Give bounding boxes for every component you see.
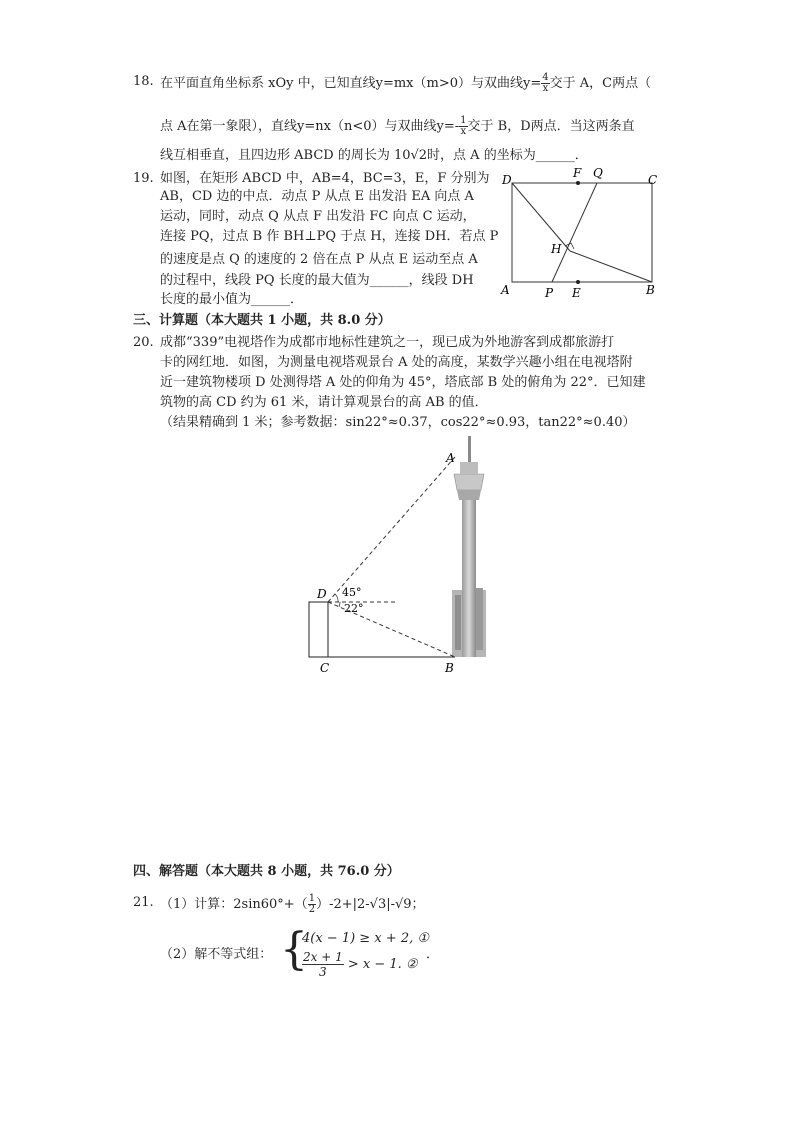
label-f: F <box>573 166 582 180</box>
q21-inequality-1: 4(x − 1) ≥ x + 2, ① <box>302 931 430 946</box>
label-a: A <box>446 451 455 465</box>
q20-tower-figure <box>300 430 500 680</box>
q18-line2-text: 点 A在第一象限），直线y=nx（n<0）与双曲线y=- <box>160 119 460 134</box>
label-d: D <box>317 587 327 601</box>
q21-fraction-half: $\frac{1}{2}$ <box>308 893 316 915</box>
label-c: C <box>648 173 658 187</box>
q20-line5: （结果精确到 1 米；参考数据：sin22°≈0.37，cos22°≈0.93，tan22°≈0.40） <box>160 415 636 430</box>
q19-number: 19. <box>133 171 154 186</box>
sight-line-to-a <box>328 457 455 602</box>
label-q: Q <box>593 166 603 180</box>
angle-arc-45 <box>335 594 338 602</box>
label-b: B <box>646 283 655 297</box>
label-e: E <box>572 286 581 300</box>
tower-antenna <box>468 436 471 462</box>
q20-line4: 筑物的高 CD 约为 61 米，请计算观景台的高 AB 的值． <box>160 395 488 410</box>
label-a: A <box>501 283 510 297</box>
q18-line2-tail: 交于 B，D两点．当这两条直 <box>467 119 635 134</box>
q19-line4: 连接 PQ，过点 B 作 BH⊥PQ 于点 H，连接 DH．若点 P <box>160 229 499 244</box>
building-cd <box>309 602 328 657</box>
tower-pod <box>454 474 484 490</box>
q19-line7: 长度的最小值为______． <box>160 292 304 307</box>
section-3-header: 三、计算题（本大题共 1 小题，共 8.0 分） <box>133 313 391 328</box>
q20-line1: 成都“339”电视塔作为成都市地标性建筑之一，现已成为外地游客到成都旅游打 <box>160 335 615 350</box>
tower-shaft <box>462 500 476 657</box>
angle-label-45: 45° <box>342 586 362 599</box>
q18-line3: 线互相垂直，且四边形 ABCD 的周长为 10√2时，点 A 的坐标为______． <box>160 148 588 163</box>
q21-inequality-2-tail: > x − 1. ② <box>347 957 418 972</box>
q19-line1: 如图，在矩形 ABCD 中，AB=4，BC=3，E，F 分别为 <box>160 171 490 186</box>
q18-line1-tail: 交于 A，C两点（ <box>549 76 652 91</box>
rect-abcd <box>512 183 652 282</box>
point-f <box>576 181 580 185</box>
segment-dh <box>512 183 570 251</box>
q20-line3: 近一建筑物楼项 D 处测得塔 A 处的仰角为 45°，塔底部 B 处的俯角为 22°．已知建 <box>160 375 646 390</box>
segment-bh <box>570 251 652 282</box>
point-e <box>576 280 580 284</box>
q21-number: 21. <box>133 895 154 910</box>
q18-line2 <box>160 116 635 137</box>
label-p: P <box>545 286 554 300</box>
q18-line1 <box>160 73 651 94</box>
system-brace: { <box>280 924 308 975</box>
background-building <box>476 588 483 650</box>
tower-top-section <box>460 462 478 474</box>
background-building <box>455 595 461 650</box>
angle-arc-22 <box>339 602 340 607</box>
q18-number: 18. <box>133 74 154 89</box>
q19-line2: AB，CD 边的中点．动点 P 从点 E 出发沿 EA 向点 A <box>160 189 474 204</box>
q21-part1-post: ）-2+|2-√3|-√9； <box>316 897 425 912</box>
q18-fraction-4x: $\frac{4}{x}$ <box>542 72 549 94</box>
section-4-header: 四、解答题（本大题共 8 小题，共 76.0 分） <box>133 864 400 879</box>
q18-line1-text: 在平面直角坐标系 xOy 中，已知直线y=mx（m>0）与双曲线y= <box>160 76 542 91</box>
q20-line2: 卡的网红地．如图，为测量电视塔观景台 A 处的高度，某数学兴趣小组在电视塔附 <box>160 355 633 370</box>
label-c: C <box>320 661 330 675</box>
q21-inequality-2 <box>302 950 418 979</box>
q19-line3: 运动，同时，动点 Q 从点 F 出发沿 FC 向点 C 运动， <box>160 209 476 224</box>
tower-pod-base <box>457 490 481 500</box>
angle-label-22: 22° <box>344 602 364 615</box>
q19-line6: 的过程中，线段 PQ 长度的最大值为______，线段 DH <box>160 273 474 288</box>
q21-part1-pre: （1）计算：2sin60°+（ <box>160 897 308 912</box>
label-b: B <box>445 661 454 675</box>
q20-number: 20. <box>133 335 154 350</box>
q21-part1 <box>160 894 425 915</box>
label-h: H <box>551 242 562 256</box>
q21-fraction-2x1-3: $\frac{2x + 1}{3}$ <box>303 950 343 979</box>
q19-rectangle-figure <box>495 162 670 302</box>
q21-part2-label: （2）解不等式组： <box>160 947 273 962</box>
segment-pq <box>552 183 597 282</box>
q19-line5: 的速度是点 Q 的速度的 2 倍在点 P 从点 E 运动至点 A <box>160 252 478 267</box>
label-d: D <box>502 173 512 187</box>
q18-fraction-1x: $\frac{1}{x}$ <box>460 115 467 137</box>
q21-part2-period: ． <box>426 947 440 962</box>
